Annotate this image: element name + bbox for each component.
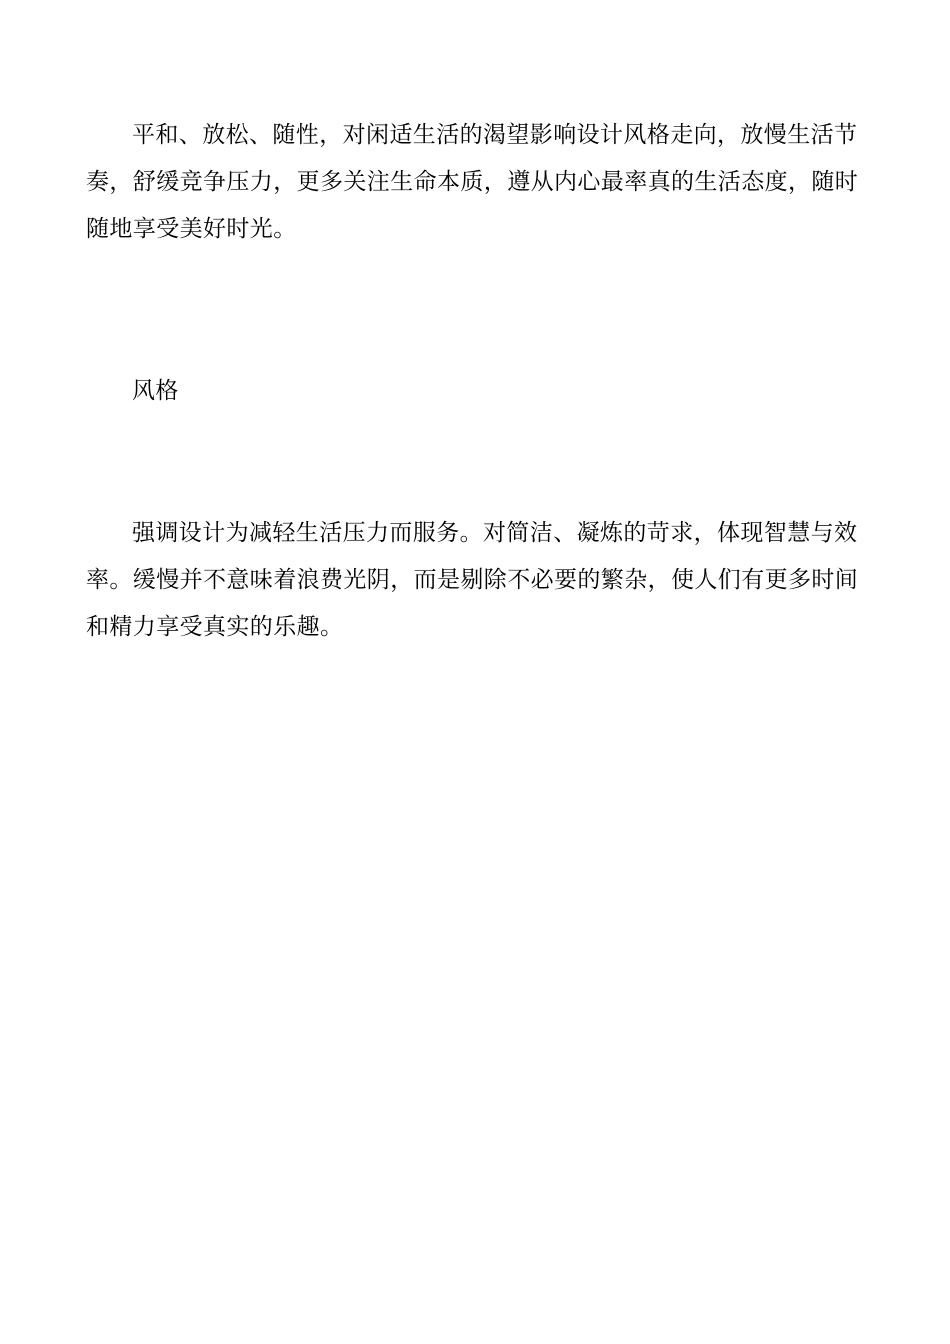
- paragraph-line: 强调设计为减轻生活压力而服务。对简洁、凝炼的苛求，体现智慧与效: [132, 520, 858, 546]
- paragraph-line: 随地享受美好时光。: [86, 216, 297, 242]
- paragraph-line: 平和、放松、随性，对闲适生活的渴望影响设计风格走向，放慢生活节: [132, 122, 858, 148]
- paragraph-line: 率。缓慢并不意味着浪费光阴，而是剔除不必要的繁杂，使人们有更多时间: [86, 567, 859, 593]
- section-heading: [86, 368, 862, 415]
- heading-text: 风格: [132, 378, 179, 404]
- paragraph-style: [86, 510, 862, 651]
- paragraph-line: 和精力享受真实的乐趣。: [86, 614, 344, 640]
- paragraph-line: 奏，舒缓竞争压力，更多关注生命本质，遵从内心最率真的生活态度，随时: [86, 169, 859, 195]
- paragraph-intro: [86, 112, 862, 253]
